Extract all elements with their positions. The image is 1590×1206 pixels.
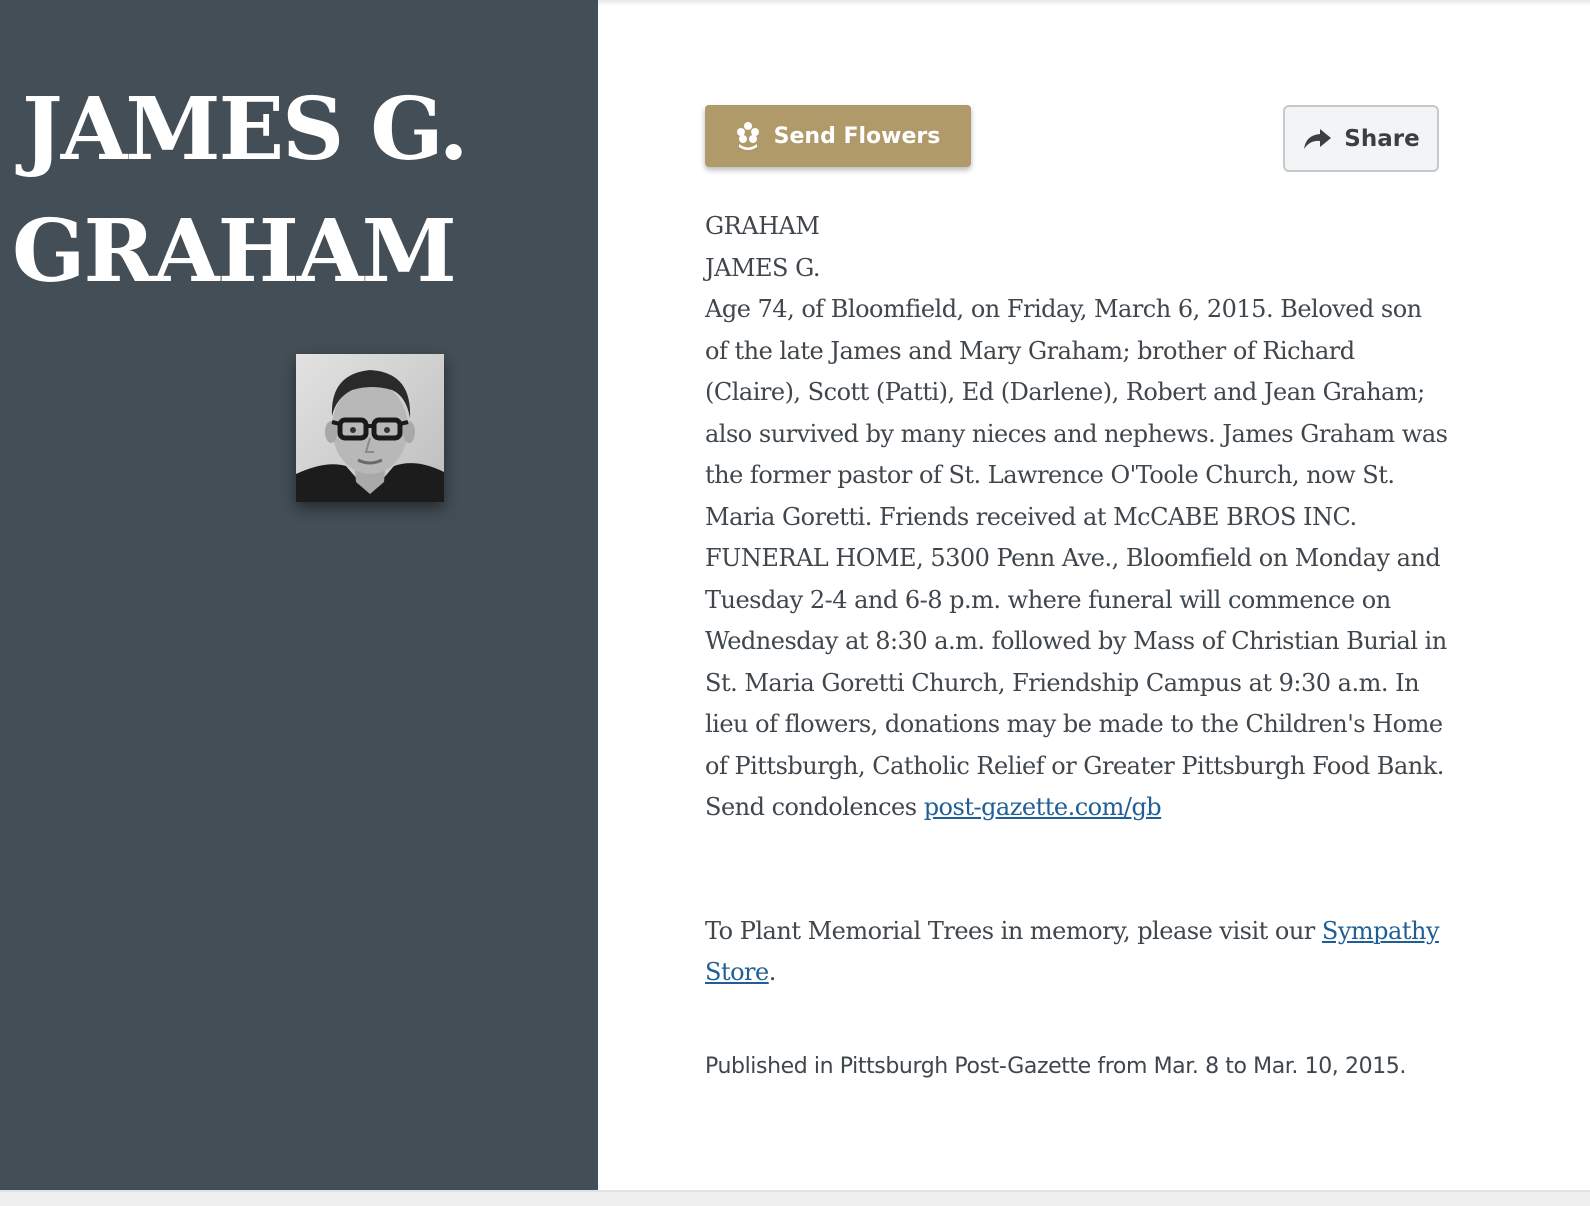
share-label: Share [1344,125,1420,152]
condolences-line [705,787,1450,829]
obituary-sidebar [0,0,598,1190]
flower-icon [736,121,760,151]
memorial-suffix: . [768,958,776,986]
top-shade [598,0,1590,6]
spacer [705,829,1450,911]
name-line-2: GRAHAM [12,201,455,302]
portrait-photo [296,354,444,502]
spacer [705,994,1450,1052]
obituary-given-name: JAMES G. [705,253,821,282]
published-note: Published in Pittsburgh Post-Gazette from Mar. 8 to Mar. 10, 2015. [705,1053,1406,1079]
condolences-link[interactable]: post-gazette.com/gb [923,793,1162,821]
sympathy-store-link[interactable]: Sympathy Store [705,916,1439,986]
obituary-surname: GRAHAM [705,212,820,240]
name-line-1: JAMES G. [22,79,467,180]
bottom-bar [0,1190,1590,1206]
send-flowers-label: Send Flowers [773,123,941,149]
share-arrow-icon [1302,127,1332,151]
obituary-body: Age 74, of Bloomfield, on Friday, March 6, 2015. Beloved son of the late James and Mary Graham; brother of Richard (Claire), Scott (Patti), Ed (Darlene), Robert and Jean Graham; also survived by many nieces and nephews. James Graham was the former pastor of St. Lawrence O'Toole Church, now St. Maria Goretti. Friends received at McCABE BROS INC. FUNERAL HOME, 5300 Penn Ave., Bloomfield on Monday and Tuesday 2-4 and 6-8 p.m. where funeral will commence on Wednesday at 8:30 a.m. followed by Mass of Christian Burial in St. Maria Goretti Church, Friendship Campus at 9:30 a.m. In lieu of flowers, donations may be made to the Children's Home of Pittsburgh, Catholic Relief or Greater Pittsburgh Food Bank. [705,295,1448,780]
obituary-content [705,206,1450,1082]
condolences-prefix: Send condolences [705,793,924,821]
memorial-trees-text [705,911,1450,994]
memorial-text: To Plant Memorial Trees in memory, please visit our [705,916,1322,945]
send-flowers-button[interactable] [705,105,971,167]
share-button[interactable] [1283,105,1439,172]
portrait-icon [296,354,444,502]
